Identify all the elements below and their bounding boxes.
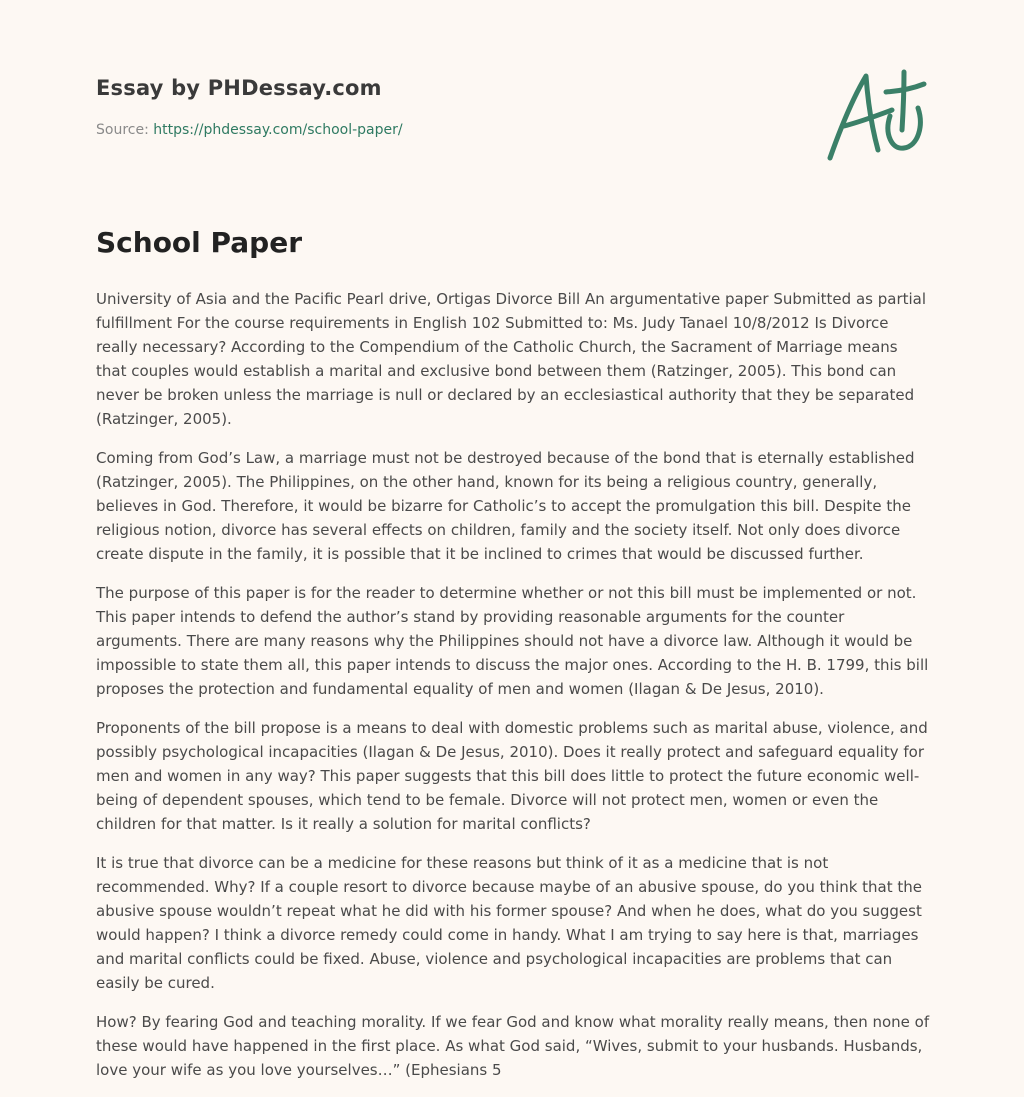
paragraph: It is true that divorce can be a medicine for these reasons but think of it as a medicine that is not recommended. Why? If a couple resort to divorce because maybe of an abusive spouse, do you think that the abusive spouse wouldn’t repeat what he did with his former spouse? And when he does, what do you suggest would happen? I think a divorce remedy could come in handy. What I am trying to say here is that, marriages and marital conflicts could be fixed. Abuse, violence and psychological incapacities are problems that can easily be cured.: [96, 854, 923, 992]
paragraph: How? By fearing God and teaching morality. If we fear God and know what morality really means, then none of these would have happened in the first place. As what God said, “Wives, submit to your husbands. Husbands, love your wife as you love yourselves…” (Ephesians 5: [96, 1013, 930, 1079]
source-label: Source:: [96, 122, 149, 138]
paragraph: Coming from God’s Law, a marriage must not be destroyed because of the bond that is eternally established (Ratzinger, 2005). The Philippines, on the other hand, known for its being a religious country, generally, believes in God. Therefore, it would be bizarre for Catholic’s to accept the promulgation this bill. Despite the religious notion, divorce has several effects on children, family and the society itself. Not only does divorce create dispute in the family, it is possible that it be inclined to crimes that would be discussed further.: [96, 449, 915, 563]
page-title: School Paper: [96, 226, 303, 259]
paragraph: Proponents of the bill propose is a means to deal with domestic problems such as marital abuse, violence, and possibly psychological incapacities (Ilagan & De Jesus, 2010). Does it really protect and safeguard equality for men and women in any way? This paper suggests that this bill does little to protect the future economic well-being of dependent spouses, which tend to be female. Divorce will not protect men, women or even the children for that matter. Is it really a solution for marital conflicts?: [96, 719, 928, 833]
source-link[interactable]: https://phdessay.com/school-paper/: [153, 122, 403, 138]
source-line: [96, 122, 928, 138]
paragraph: The purpose of this paper is for the reader to determine whether or not this bill must be implemented or not. This paper intends to defend the author’s stand by providing reasonable arguments for the counter arguments. There are many reasons why the Philippines should not have a divorce law. Although it would be impossible to state them all, this paper intends to discuss the major ones. According to the H. B. 1799, this bill proposes the protection and fundamental equality of men and women (Ilagan & De Jesus, 2010).: [96, 584, 929, 698]
brand-title: Essay by PHDessay.com: [96, 76, 382, 100]
header: [96, 76, 928, 138]
paragraph: University of Asia and the Pacific Pearl drive, Ortigas Divorce Bill An argumentative paper Submitted as partial fulfillment For the course requirements in English 102 Submitted to: Ms. Judy Tanael 10/8/2012 Is Divorce really necessary? According to the Compendium of the Catholic Church, the Sacrament of Marriage means that couples would establish a marital and exclusive bond between them (Ratzinger, 2005). This bond can never be broken unless the marriage is null or declared by an ecclesiastical authority that they be separated (Ratzinger, 2005).: [96, 290, 927, 428]
essay-body: [96, 287, 930, 1097]
a-plus-grade-icon: [820, 64, 930, 168]
